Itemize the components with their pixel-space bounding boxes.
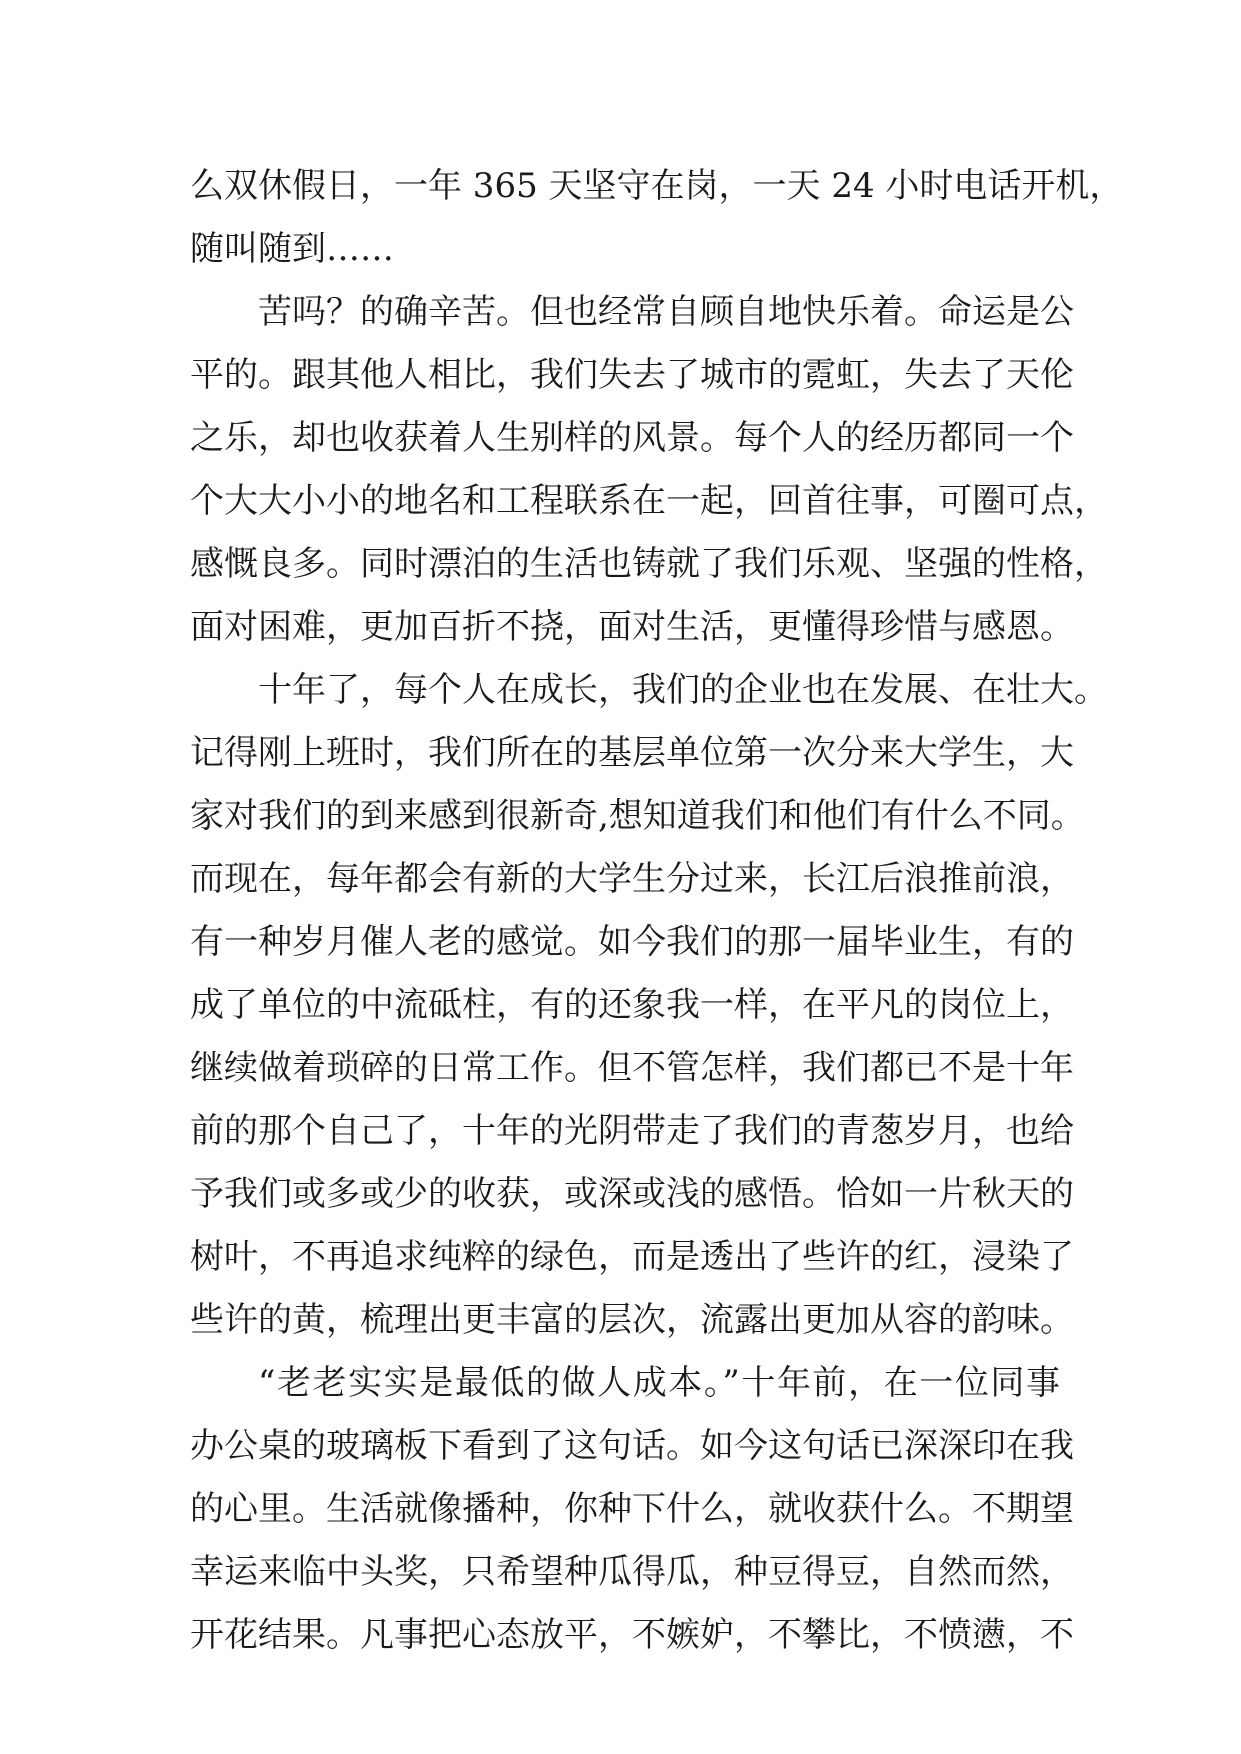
text-line-10: 记得刚上班时，我们所在的基层单位第一次分来大学生，大: [190, 733, 1074, 773]
text-line-20: “老老实实是最低的做人成本。”十年前，在一位同事: [258, 1363, 1060, 1403]
text-line-7: 感慨良多。同时漂泊的生活也铸就了我们乐观、坚强的性格，: [190, 544, 1108, 584]
text-line-9: 十年了，每个人在成长，我们的企业也在发展、在壮大。: [258, 670, 1108, 710]
text-line-18: 树叶，不再追求纯粹的绿色，而是透出了些许的红，浸染了: [190, 1237, 1074, 1277]
text-line-24: 开花结果。凡事把心态放平，不嫉妒，不攀比，不愤懑，不: [190, 1615, 1074, 1655]
text-line-23: 幸运来临中头奖，只希望种瓜得瓜，种豆得豆，自然而然，: [190, 1552, 1074, 1592]
text-line-14: 成了单位的中流砥柱，有的还象我一样，在平凡的岗位上，: [190, 985, 1074, 1025]
text-line-19: 些许的黄，梳理出更丰富的层次，流露出更加从容的韵味。: [190, 1300, 1074, 1340]
text-line-22: 的心里。生活就像播种，你种下什么，就收获什么。不期望: [190, 1489, 1074, 1529]
body-text: [190, 155, 1124, 1667]
text-line-8: 面对困难，更加百折不挠，面对生活，更懂得珍惜与感恩。: [190, 607, 1074, 647]
text-line-6: 个大大小小的地名和工程联系在一起，回首往事，可圈可点，: [190, 481, 1108, 521]
text-line-4: 平的。跟其他人相比，我们失去了城市的霓虹，失去了天伦: [190, 355, 1074, 395]
text-line-1: 么双休假日，一年 365 天坚守在岗，一天 24 小时电话开机，: [190, 166, 1124, 206]
text-line-3: 苦吗？的确辛苦。但也经常自顾自地快乐着。命运是公: [258, 292, 1074, 332]
text-line-5: 之乐，却也收获着人生别样的风景。每个人的经历都同一个: [190, 418, 1074, 458]
text-line-13: 有一种岁月催人老的感觉。如今我们的那一届毕业生，有的: [190, 922, 1074, 962]
text-line-11: 家对我们的到来感到很新奇,想知道我们和他们有什么不同。: [190, 796, 1085, 836]
text-line-12: 而现在，每年都会有新的大学生分过来，长江后浪推前浪，: [190, 859, 1074, 899]
text-line-2: 随叫随到……: [190, 229, 394, 269]
text-line-16: 前的那个自己了，十年的光阴带走了我们的青葱岁月，也给: [190, 1111, 1074, 1151]
text-line-21: 办公桌的玻璃板下看到了这句话。如今这句话已深深印在我: [190, 1426, 1074, 1466]
text-line-17: 予我们或多或少的收获，或深或浅的感悟。恰如一片秋天的: [190, 1174, 1074, 1214]
text-line-15: 继续做着琐碎的日常工作。但不管怎样，我们都已不是十年: [190, 1048, 1074, 1088]
